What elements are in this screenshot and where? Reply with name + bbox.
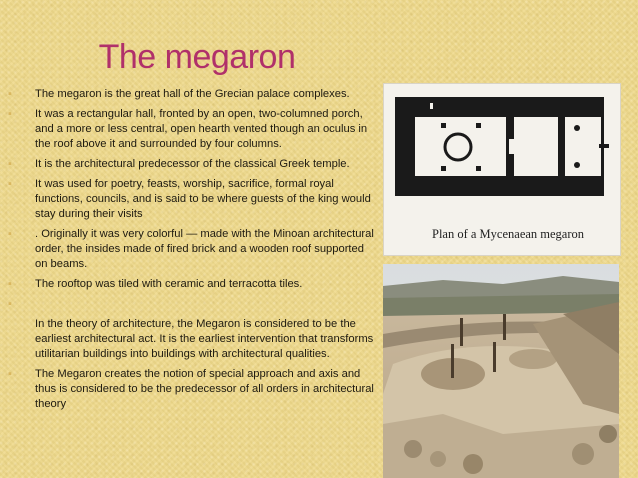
plan-column — [476, 166, 481, 171]
bullet-item — [8, 87, 378, 102]
bullet-text: It was a rectangular hall, fronted by an open, two-columned porch, and a more or less central, open hearth vented though an oculus in the roof above it and surrounded by four columns. — [35, 108, 368, 150]
bullet-marker: ▪ — [8, 278, 12, 290]
slide-title: The megaron — [98, 38, 296, 76]
bullet-text: The megaron is the great hall of the Grecian palace complexes. — [35, 88, 350, 100]
plan-vestibule — [514, 117, 558, 176]
bullet-marker: ▪ — [8, 368, 12, 380]
bullet-text: In the theory of architecture, the Megaron is considered to be the earliest architectural act. It is the earliest intervention that transforms utilitarian buildings into buildings with architectural qualities. — [35, 318, 374, 360]
plan-wall-gap — [430, 103, 433, 109]
bullet-text: It is the architectural predecessor of the classical Greek temple. — [35, 158, 350, 170]
bullet-item — [8, 277, 378, 292]
bullet-list — [8, 87, 378, 417]
plan-caption: Plan of a Mycenaean megaron — [432, 227, 585, 241]
bullet-marker: ▪ — [8, 298, 12, 310]
plan-hearth — [445, 134, 471, 160]
bullet-item — [8, 367, 378, 412]
bullet-text: The rooftop was tiled with ceramic and terracotta tiles. — [35, 278, 303, 290]
plan-porch-column — [574, 162, 580, 168]
plan-column — [441, 166, 446, 171]
bullet-marker: ▪ — [8, 228, 12, 240]
bullet-marker: ▪ — [8, 88, 12, 100]
bullet-marker: ▪ — [8, 158, 12, 170]
bullet-item — [8, 317, 378, 362]
plan-porch-column — [574, 125, 580, 131]
bullet-item — [8, 177, 378, 222]
megaron-plan-image — [383, 83, 621, 256]
plan-column — [441, 123, 446, 128]
plan-porch — [565, 117, 601, 176]
bullet-marker: ▪ — [8, 108, 12, 120]
plan-doorway — [509, 139, 515, 154]
bullet-item — [8, 157, 378, 172]
ruins-photo-graphic — [383, 264, 619, 478]
bullet-item — [8, 227, 378, 272]
bullet-item — [8, 107, 378, 152]
bullet-item-empty — [8, 297, 378, 312]
plan-column — [476, 123, 481, 128]
bullet-text: The Megaron creates the notion of special approach and axis and thus is considered to be the predecessor of all orders in architectural theory — [35, 368, 374, 410]
plan-entry-mark — [599, 144, 609, 148]
megaron-ruins-photo — [383, 264, 619, 478]
bullet-marker: ▪ — [8, 178, 12, 190]
bullet-text: It was used for poetry, feasts, worship, sacrifice, formal royal functions, councils, and is said to be where guests of the king would stay during their visits — [35, 178, 371, 220]
bullet-text: . Originally it was very colorful — made with the Minoan architectural order, the insides made of fired brick and a wooden roof supported on beams. — [35, 228, 374, 270]
